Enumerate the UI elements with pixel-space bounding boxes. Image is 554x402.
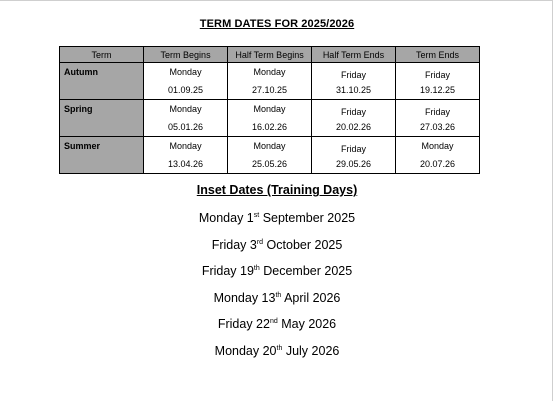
inset-date-item	[0, 263, 554, 290]
day-label: Monday	[253, 140, 286, 151]
header-term: Term	[60, 47, 144, 63]
inset-date-month-year: October 2025	[263, 237, 343, 252]
date-value: 20.02.26	[335, 122, 372, 132]
day-label: Monday	[253, 103, 286, 114]
ordinal-suffix: th	[276, 344, 283, 352]
date-value: 31.10.25	[335, 85, 372, 95]
header-half-term-ends: Half Term Ends	[312, 47, 396, 63]
inset-date-day: Friday 19	[201, 264, 254, 279]
inset-date-month-year: September 2025	[259, 211, 356, 225]
date-value: 27.03.26	[419, 122, 456, 132]
table-row	[60, 100, 480, 137]
document-title: TERM DATES FOR 2025/2026	[199, 18, 355, 30]
ordinal-suffix: th	[253, 265, 260, 273]
half-term-begins-cell	[228, 100, 312, 137]
inset-date-item	[0, 316, 554, 343]
day-label: Monday	[169, 66, 202, 77]
header-term-ends: Term Ends	[395, 47, 479, 63]
half-term-ends-cell	[312, 63, 396, 100]
day-label: Monday	[169, 103, 202, 114]
day-label: Monday	[421, 140, 454, 151]
inset-dates-title: Inset Dates (Training Days)	[196, 183, 358, 197]
day-label: Friday	[340, 70, 366, 80]
inset-date-item	[0, 237, 554, 264]
term-dates-table	[59, 46, 480, 174]
inset-date-month-year: April 2026	[281, 290, 341, 305]
inset-date-item	[0, 290, 554, 317]
ordinal-suffix: nd	[269, 318, 278, 326]
term-name-cell: Summer	[60, 137, 144, 174]
inset-date-day: Monday 20	[214, 343, 277, 358]
day-label: Friday	[424, 70, 450, 80]
half-term-begins-cell	[228, 63, 312, 100]
table-row	[60, 63, 480, 100]
day-label: Friday	[340, 144, 366, 154]
date-value: 19.12.25	[419, 85, 456, 95]
inset-date-day: Friday 3	[211, 237, 257, 252]
ordinal-suffix: th	[275, 291, 282, 299]
date-value: 13.04.26	[168, 158, 204, 169]
date-value: 29.05.26	[335, 159, 372, 169]
date-value: 01.09.25	[168, 84, 204, 95]
inset-dates-list	[0, 210, 554, 370]
inset-date-month-year: July 2026	[282, 343, 340, 358]
date-value: 05.01.26	[168, 121, 204, 132]
ordinal-suffix: st	[253, 212, 260, 219]
term-begins-cell	[144, 137, 228, 174]
day-label: Monday	[169, 140, 202, 151]
inset-date-day: Monday 13	[213, 290, 276, 305]
inset-date-item	[0, 343, 554, 370]
day-label: Friday	[424, 107, 450, 117]
term-name-cell: Autumn	[60, 63, 144, 100]
date-value: 20.07.26	[419, 158, 456, 169]
term-name-cell: Spring	[60, 100, 144, 137]
date-value: 27.10.25	[252, 84, 288, 95]
inset-date-day: Monday 1	[198, 211, 254, 225]
inset-date-item	[0, 210, 554, 237]
date-value: 25.05.26	[252, 158, 288, 169]
half-term-begins-cell	[228, 137, 312, 174]
term-ends-cell	[395, 100, 479, 137]
date-value: 16.02.26	[252, 121, 288, 132]
table-header-row	[60, 47, 480, 63]
inset-date-month-year: December 2025	[259, 264, 353, 279]
ordinal-suffix: rd	[256, 238, 264, 246]
term-begins-cell	[144, 100, 228, 137]
term-ends-cell	[395, 137, 479, 174]
term-begins-cell	[144, 63, 228, 100]
header-term-begins: Term Begins	[144, 47, 228, 63]
inset-date-month-year: May 2026	[277, 317, 337, 332]
day-label: Monday	[253, 66, 286, 77]
inset-date-day: Friday 22	[217, 317, 270, 332]
table-row	[60, 137, 480, 174]
header-half-term-begins: Half Term Begins	[228, 47, 312, 63]
term-ends-cell	[395, 63, 479, 100]
half-term-ends-cell	[312, 137, 396, 174]
half-term-ends-cell	[312, 100, 396, 137]
day-label: Friday	[340, 107, 366, 117]
